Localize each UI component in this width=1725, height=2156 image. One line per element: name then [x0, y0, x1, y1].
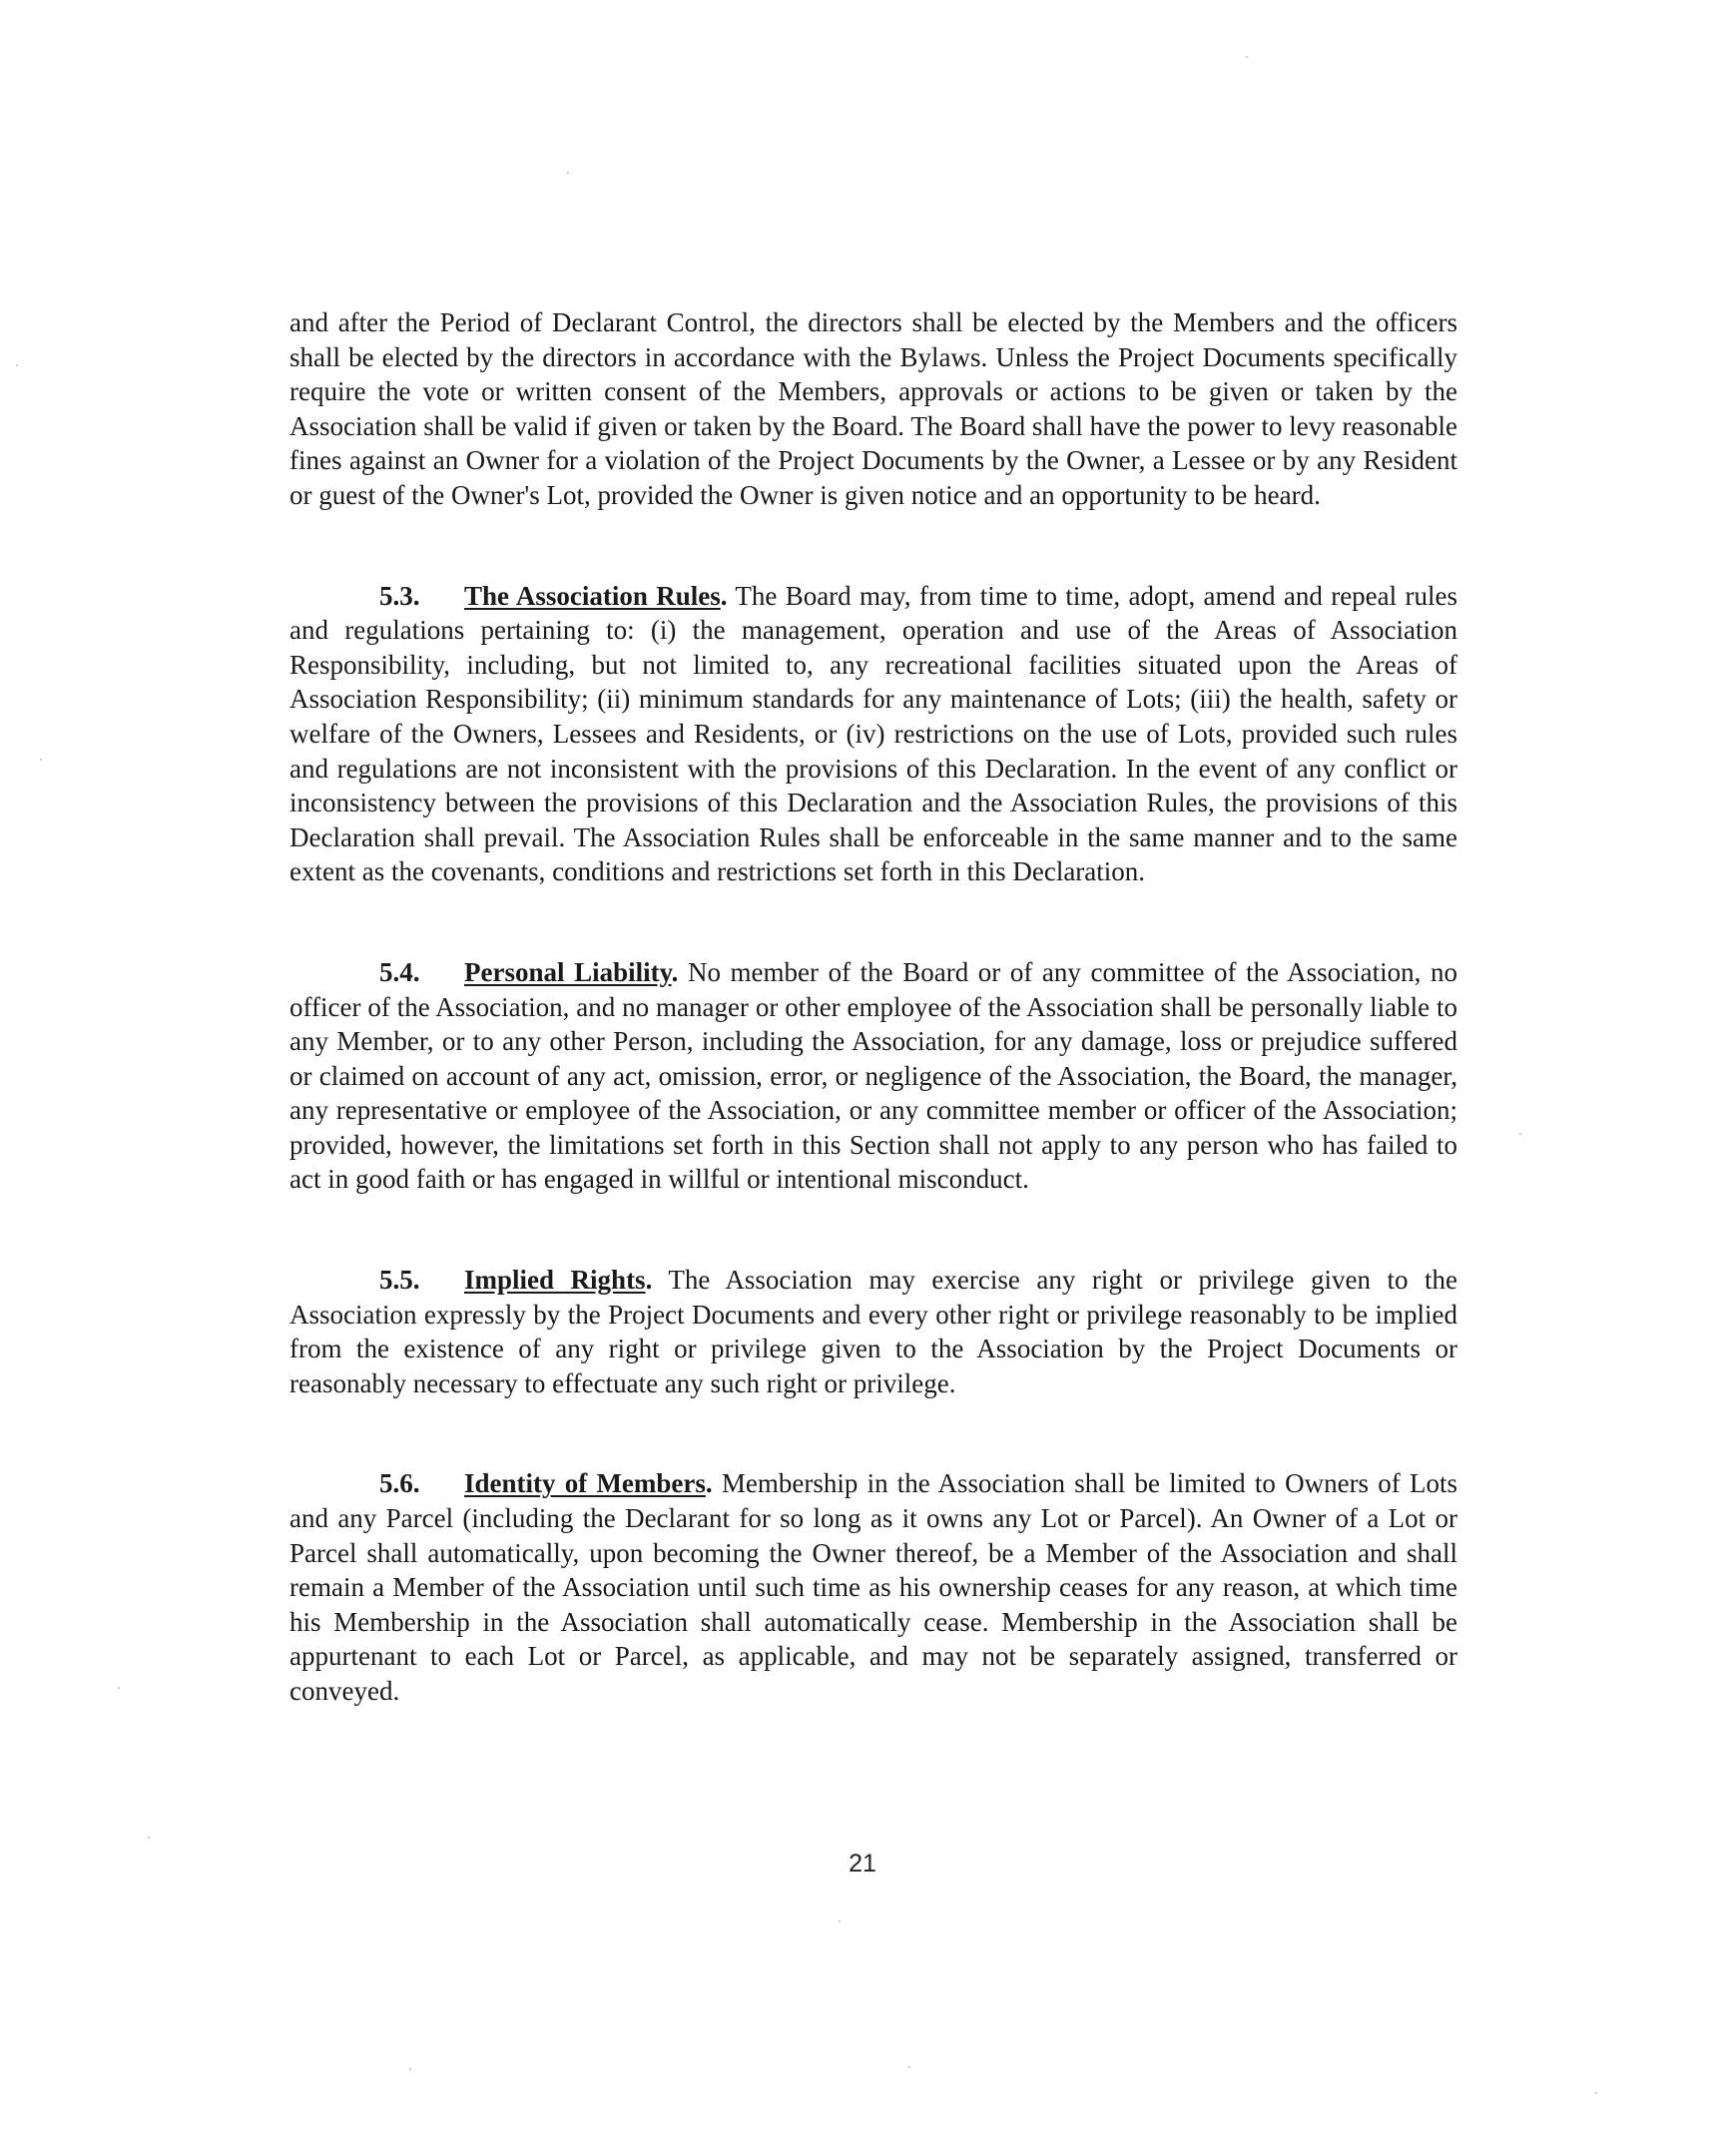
scan-speck: [839, 1920, 841, 1922]
section-body: No member of the Board or of any committee of the Association, no officer of the Association, and no manager or other employee of the Association shall be personally liable to any Member, or to any other Person, including the Association, for any damage, loss or prejudice suffered or claimed on account of any act, omission, error, or negligence of the Association, the Board, the manager, any representative or employee of the Association, or any committee member or officer of the Association; provided, however, the limitations set forth in this Section shall not apply to any person who has failed to act in good faith or has engaged in willful or intentional misconduct.: [289, 956, 1457, 1195]
section-title-period: .: [671, 956, 679, 987]
section-title-period: .: [645, 1265, 653, 1296]
scan-speck: [1246, 56, 1248, 58]
scan-speck: [118, 1687, 120, 1689]
section-body: The Board may, from time to time, adopt, amend and repeal rules and regulations pertaining to: (i) the management, operation and use of the Areas of Association Responsibility, including, but not limited to, any recreational facilities situated upon the Areas of Association Responsibility; (ii) minimum standards for any maintenance of Lots; (iii) the health, safety or welfare of the Owners, Lessees and Residents, or (iv) restrictions on the use of Lots, provided such rules and regulations are not inconsistent with the provisions of this Declaration. In the event of any conflict or inconsistency between the provisions of this Declaration and the Association Rules, the provisions of this Declaration shall prevail. The Association Rules shall be enforceable in the same manner and to the same extent as the covenants, conditions and restrictions set forth in this Declaration.: [289, 580, 1457, 887]
section-title: Identity of Members: [464, 1468, 706, 1499]
section-title: Personal Liability: [464, 956, 672, 987]
section-5-3: [289, 579, 1457, 889]
section-body: The Association may exercise any right or privilege given to the Association expressly by the Project Documents and every other right or privilege reasonably to be implied from the existence of any right or privilege given to the Association by the Project Documents or reasonably necessary to effectuate any such right or privilege.: [289, 1265, 1457, 1398]
section-body: Membership in the Association shall be limited to Owners of Lots and any Parcel (including the Declarant for so long as it owns any Lot or Parcel). An Owner of a Lot or Parcel shall automatically, upon becoming the Owner thereof, be a Member of the Association and shall remain a Member of the Association until such time as his ownership ceases for any reason, at which time his Membership in the Association shall automatically cease. Membership in the Association shall be appurtenant to each Lot or Parcel, as applicable, and may not be separately assigned, transferred or conveyed.: [289, 1468, 1458, 1706]
intro-paragraph: and after the Period of Declarant Control, the directors shall be elected by the Members and the officers shall be elected by the directors in accordance with the Bylaws. Unless the Project Documents specifically require the vote or written consent of the Members, approvals or actions to be given or taken by the Association shall be valid if given or taken by the Board. The Board shall have the power to levy reasonable fines against an Owner for a violation of the Project Documents by the Owner, a Lessee or by any Resident or guest of the Owner's Lot, provided the Owner is given notice and an opportunity to be heard.: [289, 307, 1457, 510]
page-number: 21: [849, 1850, 876, 1878]
scan-speck: [567, 172, 569, 174]
scan-speck: [908, 2066, 910, 2068]
scan-speck: [148, 1837, 150, 1839]
scan-speck: [1519, 1133, 1521, 1135]
section-title-period: .: [705, 1468, 713, 1499]
scan-speck: [1595, 2092, 1597, 2094]
section-5-6: [289, 1466, 1457, 1708]
page-body: [289, 305, 1457, 1709]
section-title: The Association Rules: [464, 580, 721, 611]
section-title-period: .: [720, 580, 728, 611]
scan-speck: [16, 364, 18, 366]
section-title: Implied Rights: [464, 1265, 646, 1296]
section-number: 5.4.: [379, 956, 420, 987]
section-5-4: [289, 955, 1457, 1197]
section-number: 5.5.: [379, 1265, 420, 1296]
scan-speck: [409, 2068, 411, 2070]
section-5-5: [289, 1263, 1457, 1400]
scan-speck: [40, 759, 42, 761]
section-number: 5.6.: [379, 1468, 420, 1499]
section-number: 5.3.: [379, 580, 420, 611]
